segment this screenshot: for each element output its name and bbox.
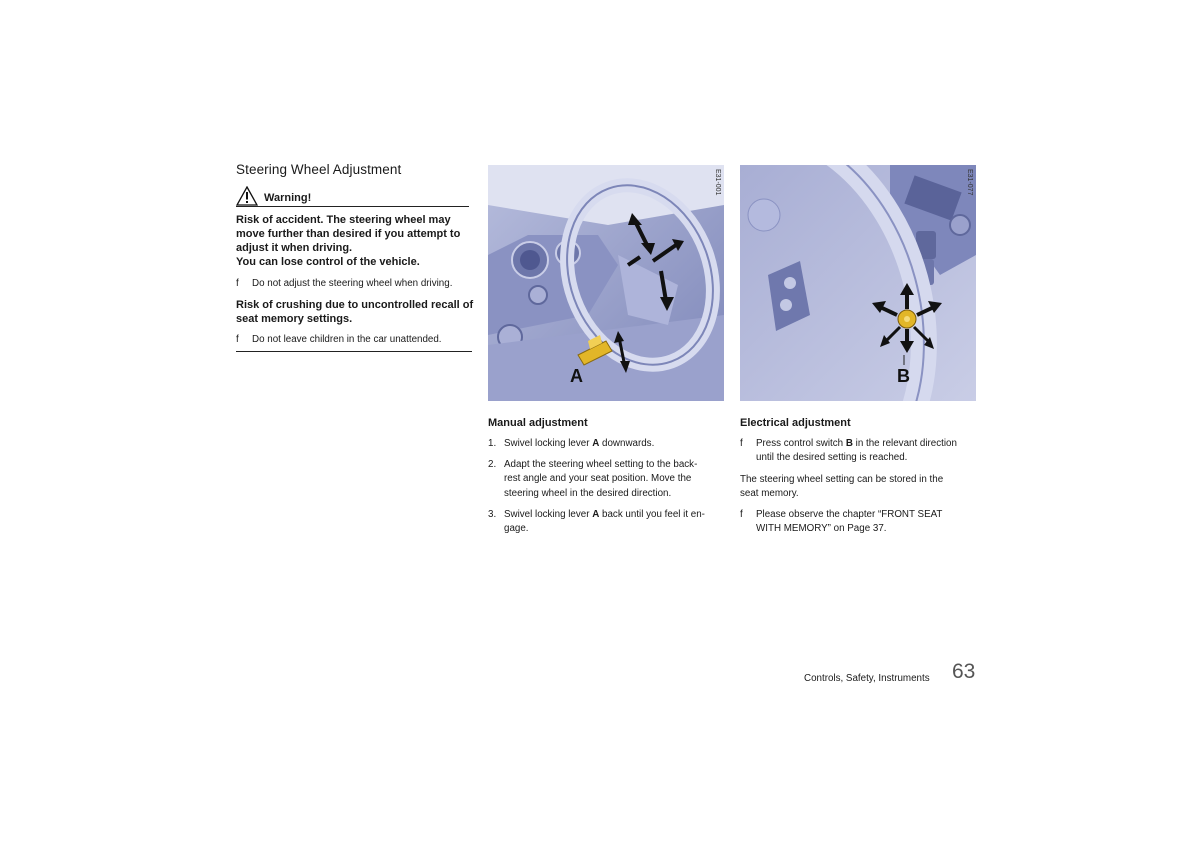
step-text bbox=[504, 458, 697, 501]
warning-line: seat memory settings. bbox=[236, 313, 353, 325]
warning-triangle-icon bbox=[236, 186, 258, 206]
electrical-adjustment-heading: Electrical adjustment bbox=[740, 417, 851, 429]
bullet-text bbox=[756, 437, 957, 466]
bullet-marker: f bbox=[740, 509, 743, 520]
footer-section-name: Controls, Safety, Instruments bbox=[804, 673, 930, 684]
electrical-memory-note bbox=[740, 473, 943, 502]
bullet-marker: f bbox=[236, 278, 239, 289]
steering-column-lever-illustration bbox=[488, 165, 724, 401]
step-number: 3. bbox=[488, 509, 497, 520]
step-text bbox=[504, 508, 705, 537]
manual-adjustment-heading: Manual adjustment bbox=[488, 417, 588, 429]
warning-bullet-driving bbox=[236, 277, 476, 292]
bullet-line: until the desired setting is reached. bbox=[756, 452, 908, 464]
lever-ref: A bbox=[592, 438, 600, 449]
step-text-part: Swivel locking lever bbox=[504, 438, 593, 449]
lever-ref: A bbox=[592, 509, 600, 520]
manual-step-1 bbox=[488, 437, 728, 452]
step-line: gage. bbox=[504, 523, 529, 535]
warning-header bbox=[236, 184, 469, 207]
warning-label: Warning! bbox=[264, 192, 312, 204]
bullet-text-part: Press control switch bbox=[756, 438, 846, 449]
warning-line: Risk of crushing due to uncontrolled recall of bbox=[236, 299, 474, 311]
figure-electrical-adjustment bbox=[740, 165, 976, 401]
step-number: 1. bbox=[488, 438, 497, 449]
note-line: seat memory. bbox=[740, 488, 799, 500]
step-line: rest angle and your seat position. Move the bbox=[504, 473, 692, 485]
bullet-line: WITH MEMORY” on Page 37. bbox=[756, 523, 887, 535]
warning-line: move further than desired if you attempt to bbox=[236, 228, 461, 240]
step-text-part: Swivel locking lever bbox=[504, 509, 593, 520]
figure-code: E31-077 bbox=[966, 169, 973, 196]
warning-line: adjust it when driving. bbox=[236, 242, 353, 254]
page-number: 63 bbox=[952, 660, 976, 683]
warning-crushing-text bbox=[236, 298, 473, 326]
callout-b: B bbox=[897, 366, 910, 386]
manual-step-2 bbox=[488, 458, 728, 503]
warning-line: Risk of accident. The steering wheel may bbox=[236, 214, 451, 226]
warning-line: You can lose control of the vehicle. bbox=[236, 256, 420, 268]
step-number: 2. bbox=[488, 459, 497, 470]
step-line bbox=[504, 508, 705, 522]
bullet-text: Do not leave children in the car unattended. bbox=[252, 334, 442, 345]
note-line: The steering wheel setting can be stored in the bbox=[740, 474, 944, 485]
figure-manual-adjustment bbox=[488, 165, 724, 401]
figure-code: E31-001 bbox=[714, 169, 721, 196]
bullet-marker: f bbox=[740, 438, 743, 449]
bullet-text bbox=[756, 508, 942, 537]
bullet-line bbox=[756, 437, 957, 451]
warning-bullet-children bbox=[236, 333, 476, 348]
electrical-bullet-observe bbox=[740, 508, 980, 538]
bullet-line: Please observe the chapter “FRONT SEAT bbox=[756, 509, 943, 520]
warning-end-rule bbox=[236, 351, 472, 352]
step-text-part: back until you feel it en- bbox=[599, 509, 705, 520]
bullet-text: Do not adjust the steering wheel when driving. bbox=[252, 278, 453, 289]
bullet-marker: f bbox=[236, 334, 239, 345]
electrical-bullet-press bbox=[740, 437, 980, 467]
switch-ref: B bbox=[845, 438, 853, 449]
manual-step-3 bbox=[488, 508, 728, 538]
step-text-part: downwards. bbox=[599, 438, 655, 449]
steering-column-switch-illustration bbox=[740, 165, 976, 401]
step-line: Adapt the steering wheel setting to the back- bbox=[504, 459, 698, 470]
step-text bbox=[504, 437, 654, 451]
warning-accident-text bbox=[236, 213, 460, 269]
section-title: Steering Wheel Adjustment bbox=[236, 162, 402, 177]
callout-a: A bbox=[570, 366, 583, 386]
bullet-text-part: in the relevant direction bbox=[852, 438, 957, 449]
step-line: steering wheel in the desired direction. bbox=[504, 487, 672, 499]
